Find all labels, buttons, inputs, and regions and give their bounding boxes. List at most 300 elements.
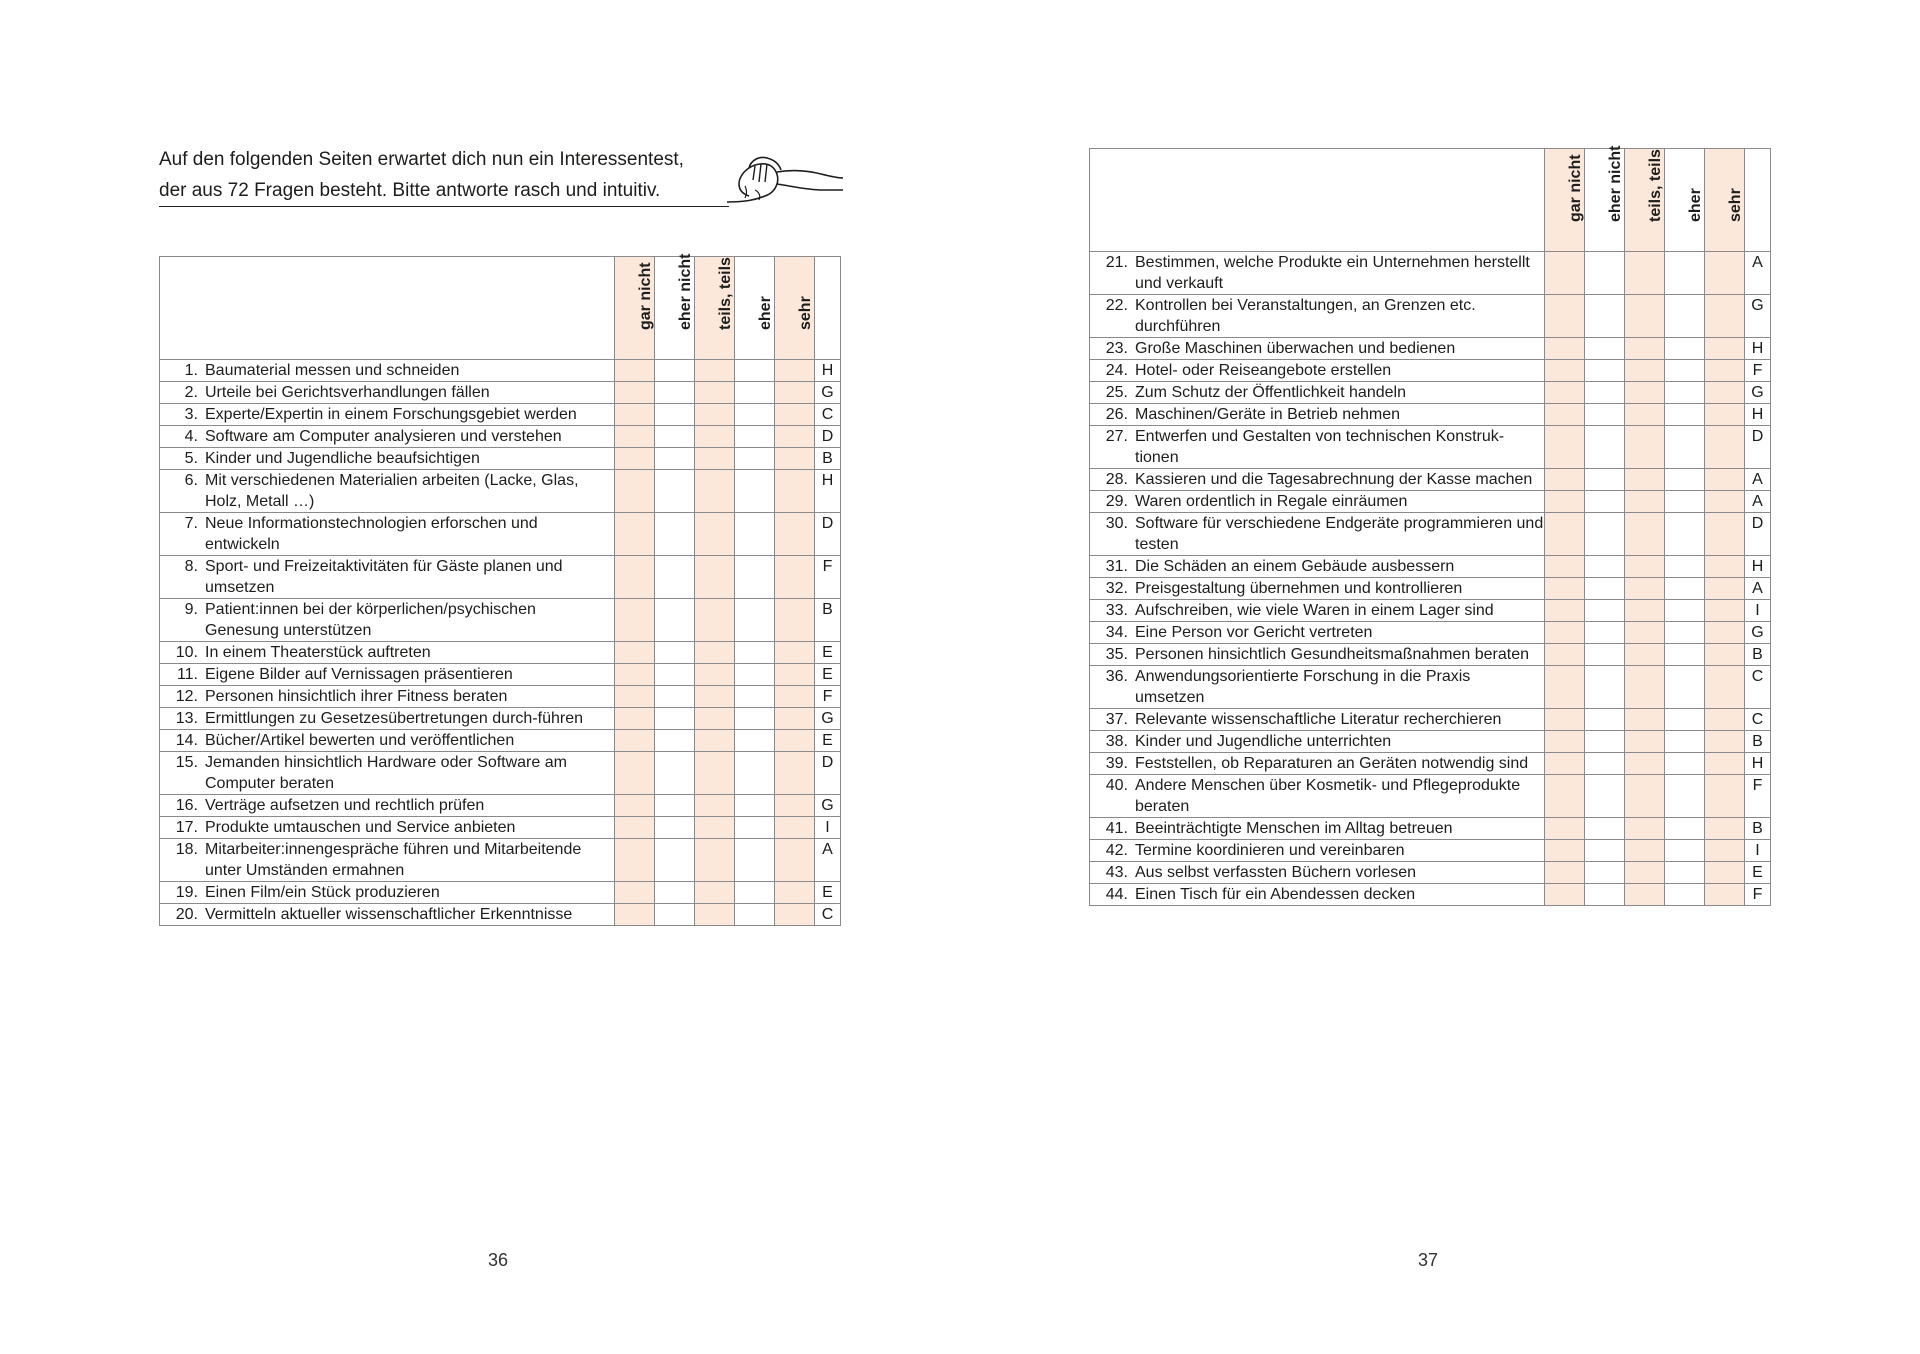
answer-cell[interactable] — [775, 795, 815, 817]
table-row — [1090, 709, 1771, 731]
answer-cell[interactable] — [655, 686, 695, 708]
answer-cell[interactable] — [1665, 426, 1705, 469]
answer-cell[interactable] — [1545, 578, 1585, 600]
answer-cell[interactable] — [615, 730, 655, 752]
answer-cell[interactable] — [695, 470, 735, 513]
answer-cell[interactable] — [1545, 382, 1585, 404]
answer-cell[interactable] — [1705, 513, 1745, 556]
answer-cell[interactable] — [1585, 426, 1625, 469]
answer-cell[interactable] — [1705, 884, 1745, 906]
answer-cell[interactable] — [1665, 295, 1705, 338]
answer-cell[interactable] — [1625, 382, 1665, 404]
answer-cell[interactable] — [695, 839, 735, 882]
answer-cell[interactable] — [1585, 360, 1625, 382]
answer-cell[interactable] — [735, 556, 775, 599]
answer-cell[interactable] — [695, 448, 735, 470]
answer-cell[interactable] — [1665, 622, 1705, 644]
answer-cell[interactable] — [735, 882, 775, 904]
answer-cell[interactable] — [615, 556, 655, 599]
answer-cell[interactable] — [1545, 862, 1585, 884]
question-number: 15. — [175, 754, 198, 771]
answer-cell[interactable] — [1665, 469, 1705, 491]
answer-cell[interactable] — [775, 426, 815, 448]
question-text: Preisgestaltung übernehmen und kontrollieren — [1135, 580, 1463, 597]
column-header-label: eher nicht — [676, 253, 694, 330]
answer-cell[interactable] — [695, 817, 735, 839]
answer-cell[interactable] — [735, 752, 775, 795]
answer-cell[interactable] — [655, 817, 695, 839]
answer-cell[interactable] — [735, 817, 775, 839]
answer-cell[interactable] — [655, 513, 695, 556]
answer-cell[interactable] — [735, 470, 775, 513]
answer-cell[interactable] — [735, 686, 775, 708]
table-row — [160, 556, 841, 599]
answer-cell[interactable] — [1625, 360, 1665, 382]
table-row — [1090, 556, 1771, 578]
question-cell — [160, 513, 615, 556]
answer-cell[interactable] — [1585, 556, 1625, 578]
answer-cell[interactable] — [615, 839, 655, 882]
answer-cell[interactable] — [1665, 578, 1705, 600]
question-cell — [160, 360, 615, 382]
question-cell — [160, 470, 615, 513]
answer-cell[interactable] — [1585, 513, 1625, 556]
category-code: F — [1745, 360, 1771, 382]
answer-cell[interactable] — [1665, 491, 1705, 513]
answer-cell[interactable] — [615, 513, 655, 556]
answer-cell[interactable] — [1545, 426, 1585, 469]
answer-cell[interactable] — [695, 686, 735, 708]
answer-cell[interactable] — [655, 470, 695, 513]
answer-cell[interactable] — [1585, 775, 1625, 818]
answer-cell[interactable] — [655, 382, 695, 404]
table-row — [1090, 252, 1771, 295]
category-code: E — [1745, 862, 1771, 884]
answer-cell[interactable] — [615, 752, 655, 795]
answer-cell[interactable] — [615, 426, 655, 448]
answer-cell[interactable] — [1665, 862, 1705, 884]
answer-cell[interactable] — [735, 426, 775, 448]
category-code: I — [1745, 840, 1771, 862]
answer-cell[interactable] — [1705, 578, 1745, 600]
question-cell — [1090, 426, 1545, 469]
column-header-label: gar nicht — [636, 262, 654, 330]
answer-cell[interactable] — [1625, 840, 1665, 862]
answer-cell[interactable] — [775, 448, 815, 470]
answer-cell[interactable] — [775, 382, 815, 404]
answer-cell[interactable] — [615, 904, 655, 926]
answer-cell[interactable] — [735, 839, 775, 882]
answer-cell[interactable] — [1545, 513, 1585, 556]
answer-cell[interactable] — [735, 708, 775, 730]
answer-cell[interactable] — [655, 448, 695, 470]
answer-cell[interactable] — [1585, 338, 1625, 360]
category-code: C — [1745, 709, 1771, 731]
answer-cell[interactable] — [695, 882, 735, 904]
answer-cell[interactable] — [655, 882, 695, 904]
answer-cell[interactable] — [1705, 622, 1745, 644]
answer-cell[interactable] — [1665, 775, 1705, 818]
answer-cell[interactable] — [655, 599, 695, 642]
answer-cell[interactable] — [655, 426, 695, 448]
column-header — [655, 253, 695, 360]
category-code: D — [1745, 426, 1771, 469]
answer-cell[interactable] — [615, 686, 655, 708]
answer-cell[interactable] — [1625, 644, 1665, 666]
answer-cell[interactable] — [1545, 622, 1585, 644]
question-number: 44. — [1105, 886, 1128, 903]
answer-cell[interactable] — [615, 599, 655, 642]
question-cell — [1090, 862, 1545, 884]
question-number: 42. — [1105, 842, 1128, 859]
answer-cell[interactable] — [655, 795, 695, 817]
answer-cell[interactable] — [735, 795, 775, 817]
answer-cell[interactable] — [1625, 731, 1665, 753]
answer-cell[interactable] — [695, 730, 735, 752]
answer-cell[interactable] — [1585, 709, 1625, 731]
answer-cell[interactable] — [1665, 884, 1705, 906]
answer-cell[interactable] — [775, 664, 815, 686]
answer-cell[interactable] — [695, 904, 735, 926]
answer-cell[interactable] — [775, 817, 815, 839]
question-number: 32. — [1105, 580, 1128, 597]
answer-cell[interactable] — [775, 730, 815, 752]
question-text: Termine koordinieren und vereinbaren — [1135, 842, 1405, 859]
question-text: Zum Schutz der Öffentlichkeit handeln — [1135, 384, 1406, 401]
answer-cell[interactable] — [1705, 666, 1745, 709]
answer-cell[interactable] — [735, 599, 775, 642]
answer-cell[interactable] — [615, 882, 655, 904]
answer-cell[interactable] — [1625, 252, 1665, 295]
answer-cell[interactable] — [655, 752, 695, 795]
answer-cell[interactable] — [615, 470, 655, 513]
answer-cell[interactable] — [655, 360, 695, 382]
answer-cell[interactable] — [1665, 513, 1705, 556]
answer-cell[interactable] — [1705, 404, 1745, 426]
answer-cell[interactable] — [615, 404, 655, 426]
question-text: Verträge aufsetzen und rechtlich prüfen — [205, 797, 485, 814]
question-number: 2. — [184, 384, 198, 401]
answer-cell[interactable] — [1665, 600, 1705, 622]
answer-cell[interactable] — [735, 513, 775, 556]
question-cell — [160, 817, 615, 839]
answer-cell[interactable] — [1625, 775, 1665, 818]
question-text: Hotel- oder Reiseangebote erstellen — [1135, 362, 1392, 379]
answer-cell[interactable] — [1705, 252, 1745, 295]
question-text: Feststellen, ob Reparaturen an Geräten notwendig sind — [1135, 755, 1529, 772]
answer-cell[interactable] — [1705, 295, 1745, 338]
answer-cell[interactable] — [775, 556, 815, 599]
answer-cell[interactable] — [1545, 731, 1585, 753]
answer-cell[interactable] — [1545, 404, 1585, 426]
answer-cell[interactable] — [1585, 382, 1625, 404]
answer-cell[interactable] — [1585, 491, 1625, 513]
answer-cell[interactable] — [775, 599, 815, 642]
answer-cell[interactable] — [775, 470, 815, 513]
answer-cell[interactable] — [655, 642, 695, 664]
question-text: Entwerfen und Gestalten von technischen Konstruk-tionen — [1135, 428, 1505, 466]
answer-cell[interactable] — [1665, 731, 1705, 753]
answer-cell[interactable] — [1545, 709, 1585, 731]
answer-cell[interactable] — [1545, 840, 1585, 862]
answer-cell[interactable] — [655, 839, 695, 882]
table-row — [1090, 818, 1771, 840]
answer-cell[interactable] — [1625, 556, 1665, 578]
question-cell — [1090, 295, 1545, 338]
header-row — [1090, 149, 1771, 252]
answer-cell[interactable] — [1625, 491, 1665, 513]
answer-cell[interactable] — [775, 686, 815, 708]
answer-cell[interactable] — [735, 360, 775, 382]
table-row — [160, 470, 841, 513]
answer-cell[interactable] — [1665, 338, 1705, 360]
answer-cell[interactable] — [1625, 295, 1665, 338]
answer-cell[interactable] — [1665, 818, 1705, 840]
answer-cell[interactable] — [775, 904, 815, 926]
answer-cell[interactable] — [735, 730, 775, 752]
answer-cell[interactable] — [1585, 666, 1625, 709]
answer-cell[interactable] — [735, 642, 775, 664]
answer-cell[interactable] — [695, 382, 735, 404]
answer-cell[interactable] — [1545, 644, 1585, 666]
answer-cell[interactable] — [1625, 753, 1665, 775]
answer-cell[interactable] — [1585, 578, 1625, 600]
category-code: A — [1745, 469, 1771, 491]
answer-cell[interactable] — [655, 404, 695, 426]
question-cell — [160, 839, 615, 882]
answer-cell[interactable] — [775, 513, 815, 556]
answer-cell[interactable] — [695, 556, 735, 599]
answer-cell[interactable] — [1545, 753, 1585, 775]
category-code: H — [1745, 753, 1771, 775]
answer-cell[interactable] — [735, 664, 775, 686]
answer-cell[interactable] — [1625, 513, 1665, 556]
answer-cell[interactable] — [775, 642, 815, 664]
answer-cell[interactable] — [1705, 840, 1745, 862]
answer-cell[interactable] — [1625, 600, 1665, 622]
table-row — [160, 817, 841, 839]
table-row — [1090, 578, 1771, 600]
question-cell — [1090, 382, 1545, 404]
answer-cell[interactable] — [1705, 709, 1745, 731]
answer-cell[interactable] — [615, 708, 655, 730]
answer-cell[interactable] — [735, 448, 775, 470]
answer-cell[interactable] — [1625, 709, 1665, 731]
category-code: F — [1745, 775, 1771, 818]
category-code: A — [815, 839, 841, 882]
answer-cell[interactable] — [1585, 840, 1625, 862]
table-row — [160, 513, 841, 556]
answer-cell[interactable] — [1665, 556, 1705, 578]
answer-cell[interactable] — [735, 904, 775, 926]
answer-cell[interactable] — [1585, 644, 1625, 666]
table-row — [160, 708, 841, 730]
answer-cell[interactable] — [1665, 644, 1705, 666]
answer-cell[interactable] — [1665, 753, 1705, 775]
answer-cell[interactable] — [1625, 884, 1665, 906]
answer-cell[interactable] — [1665, 404, 1705, 426]
answer-cell[interactable] — [1705, 600, 1745, 622]
table-row — [1090, 404, 1771, 426]
question-text: Andere Menschen über Kosmetik- und Pflegeprodukte beraten — [1135, 777, 1521, 815]
answer-cell[interactable] — [1545, 491, 1585, 513]
answer-cell[interactable] — [695, 664, 735, 686]
question-number: 20. — [175, 906, 198, 923]
answer-cell[interactable] — [695, 599, 735, 642]
category-code: H — [1745, 404, 1771, 426]
answer-cell[interactable] — [1545, 600, 1585, 622]
column-header — [1545, 149, 1585, 252]
answer-cell[interactable] — [1625, 818, 1665, 840]
answer-cell[interactable] — [1585, 600, 1625, 622]
question-text: Aufschreiben, wie viele Waren in einem Lager sind — [1135, 602, 1494, 619]
hand-icon — [725, 150, 845, 212]
answer-cell[interactable] — [775, 839, 815, 882]
question-text: Große Maschinen überwachen und bedienen — [1135, 340, 1456, 357]
answer-cell[interactable] — [655, 664, 695, 686]
answer-cell[interactable] — [1545, 469, 1585, 491]
answer-cell[interactable] — [695, 708, 735, 730]
answer-cell[interactable] — [695, 513, 735, 556]
table-row — [1090, 426, 1771, 469]
table-row — [160, 664, 841, 686]
category-code: F — [815, 686, 841, 708]
answer-cell[interactable] — [1585, 295, 1625, 338]
answer-cell[interactable] — [1545, 556, 1585, 578]
answer-cell[interactable] — [615, 360, 655, 382]
answer-cell[interactable] — [1665, 709, 1705, 731]
answer-cell[interactable] — [1625, 404, 1665, 426]
question-cell — [1090, 491, 1545, 513]
answer-cell[interactable] — [1545, 360, 1585, 382]
answer-cell[interactable] — [1705, 731, 1745, 753]
answer-cell[interactable] — [695, 426, 735, 448]
answer-cell[interactable] — [655, 730, 695, 752]
answer-cell[interactable] — [1585, 622, 1625, 644]
answer-cell[interactable] — [1705, 469, 1745, 491]
table-row — [160, 904, 841, 926]
intro-line-2: der aus 72 Fragen besteht. Bitte antworte rasch und intuitiv. — [159, 180, 661, 201]
answer-cell[interactable] — [695, 642, 735, 664]
column-header — [775, 257, 815, 360]
answer-cell[interactable] — [695, 404, 735, 426]
answer-cell[interactable] — [1585, 862, 1625, 884]
answer-cell[interactable] — [1585, 753, 1625, 775]
answer-cell[interactable] — [1545, 666, 1585, 709]
answer-cell[interactable] — [655, 556, 695, 599]
question-number: 10. — [175, 644, 198, 661]
answer-cell[interactable] — [1625, 862, 1665, 884]
answer-cell[interactable] — [735, 404, 775, 426]
answer-cell[interactable] — [1545, 338, 1585, 360]
answer-cell[interactable] — [1545, 818, 1585, 840]
answer-cell[interactable] — [655, 708, 695, 730]
question-text: Eigene Bilder auf Vernissagen präsentieren — [205, 666, 513, 683]
answer-cell[interactable] — [775, 752, 815, 795]
table-row — [1090, 622, 1771, 644]
answer-cell[interactable] — [1545, 252, 1585, 295]
answer-cell[interactable] — [1665, 252, 1705, 295]
answer-cell[interactable] — [1705, 338, 1745, 360]
question-number: 38. — [1105, 733, 1128, 750]
answer-cell[interactable] — [1545, 295, 1585, 338]
answer-cell[interactable] — [695, 752, 735, 795]
answer-cell[interactable] — [735, 382, 775, 404]
answer-cell[interactable] — [1665, 840, 1705, 862]
category-code: A — [1745, 491, 1771, 513]
answer-cell[interactable] — [1585, 252, 1625, 295]
answer-cell[interactable] — [1705, 753, 1745, 775]
answer-cell[interactable] — [1545, 884, 1585, 906]
question-number: 26. — [1105, 406, 1128, 423]
answer-cell[interactable] — [655, 904, 695, 926]
answer-cell[interactable] — [1665, 382, 1705, 404]
question-cell — [160, 882, 615, 904]
answer-cell[interactable] — [615, 382, 655, 404]
answer-cell[interactable] — [695, 795, 735, 817]
column-header-label: sehr — [796, 296, 814, 330]
answer-cell[interactable] — [1705, 491, 1745, 513]
answer-cell[interactable] — [775, 404, 815, 426]
answer-cell[interactable] — [1705, 775, 1745, 818]
question-cell — [1090, 404, 1545, 426]
answer-cell[interactable] — [1585, 404, 1625, 426]
answer-cell[interactable] — [1545, 775, 1585, 818]
answer-cell[interactable] — [1705, 382, 1745, 404]
table-row — [1090, 338, 1771, 360]
question-number: 7. — [184, 515, 198, 532]
answer-cell[interactable] — [1705, 556, 1745, 578]
answer-cell[interactable] — [1585, 731, 1625, 753]
question-number: 27. — [1105, 428, 1128, 445]
answer-cell[interactable] — [615, 817, 655, 839]
answer-cell[interactable] — [1625, 622, 1665, 644]
answer-cell[interactable] — [615, 448, 655, 470]
question-number: 9. — [184, 601, 198, 618]
question-cell — [1090, 775, 1545, 818]
answer-cell[interactable] — [775, 882, 815, 904]
question-number: 25. — [1105, 384, 1128, 401]
question-number: 31. — [1105, 558, 1128, 575]
answer-cell[interactable] — [1625, 338, 1665, 360]
answer-cell[interactable] — [615, 642, 655, 664]
answer-cell[interactable] — [1625, 469, 1665, 491]
answer-cell[interactable] — [1705, 426, 1745, 469]
answer-cell[interactable] — [695, 360, 735, 382]
answer-cell[interactable] — [1625, 426, 1665, 469]
answer-cell[interactable] — [1665, 360, 1705, 382]
table-row — [160, 404, 841, 426]
answer-cell[interactable] — [775, 360, 815, 382]
question-text: Software für verschiedene Endgeräte programmieren und testen — [1135, 515, 1544, 553]
answer-cell[interactable] — [1585, 884, 1625, 906]
answer-cell[interactable] — [1585, 469, 1625, 491]
question-number: 18. — [175, 841, 198, 858]
answer-cell[interactable] — [1625, 578, 1665, 600]
answer-cell[interactable] — [1665, 666, 1705, 709]
answer-cell[interactable] — [1625, 666, 1665, 709]
answer-cell[interactable] — [615, 664, 655, 686]
answer-cell[interactable] — [1705, 862, 1745, 884]
answer-cell[interactable] — [1705, 818, 1745, 840]
answer-cell[interactable] — [1585, 818, 1625, 840]
question-text: Sport- und Freizeitaktivitäten für Gäste planen und umsetzen — [205, 558, 563, 596]
answer-cell[interactable] — [775, 708, 815, 730]
category-code: B — [815, 448, 841, 470]
answer-cell[interactable] — [615, 795, 655, 817]
answer-cell[interactable] — [1705, 644, 1745, 666]
answer-cell[interactable] — [1705, 360, 1745, 382]
